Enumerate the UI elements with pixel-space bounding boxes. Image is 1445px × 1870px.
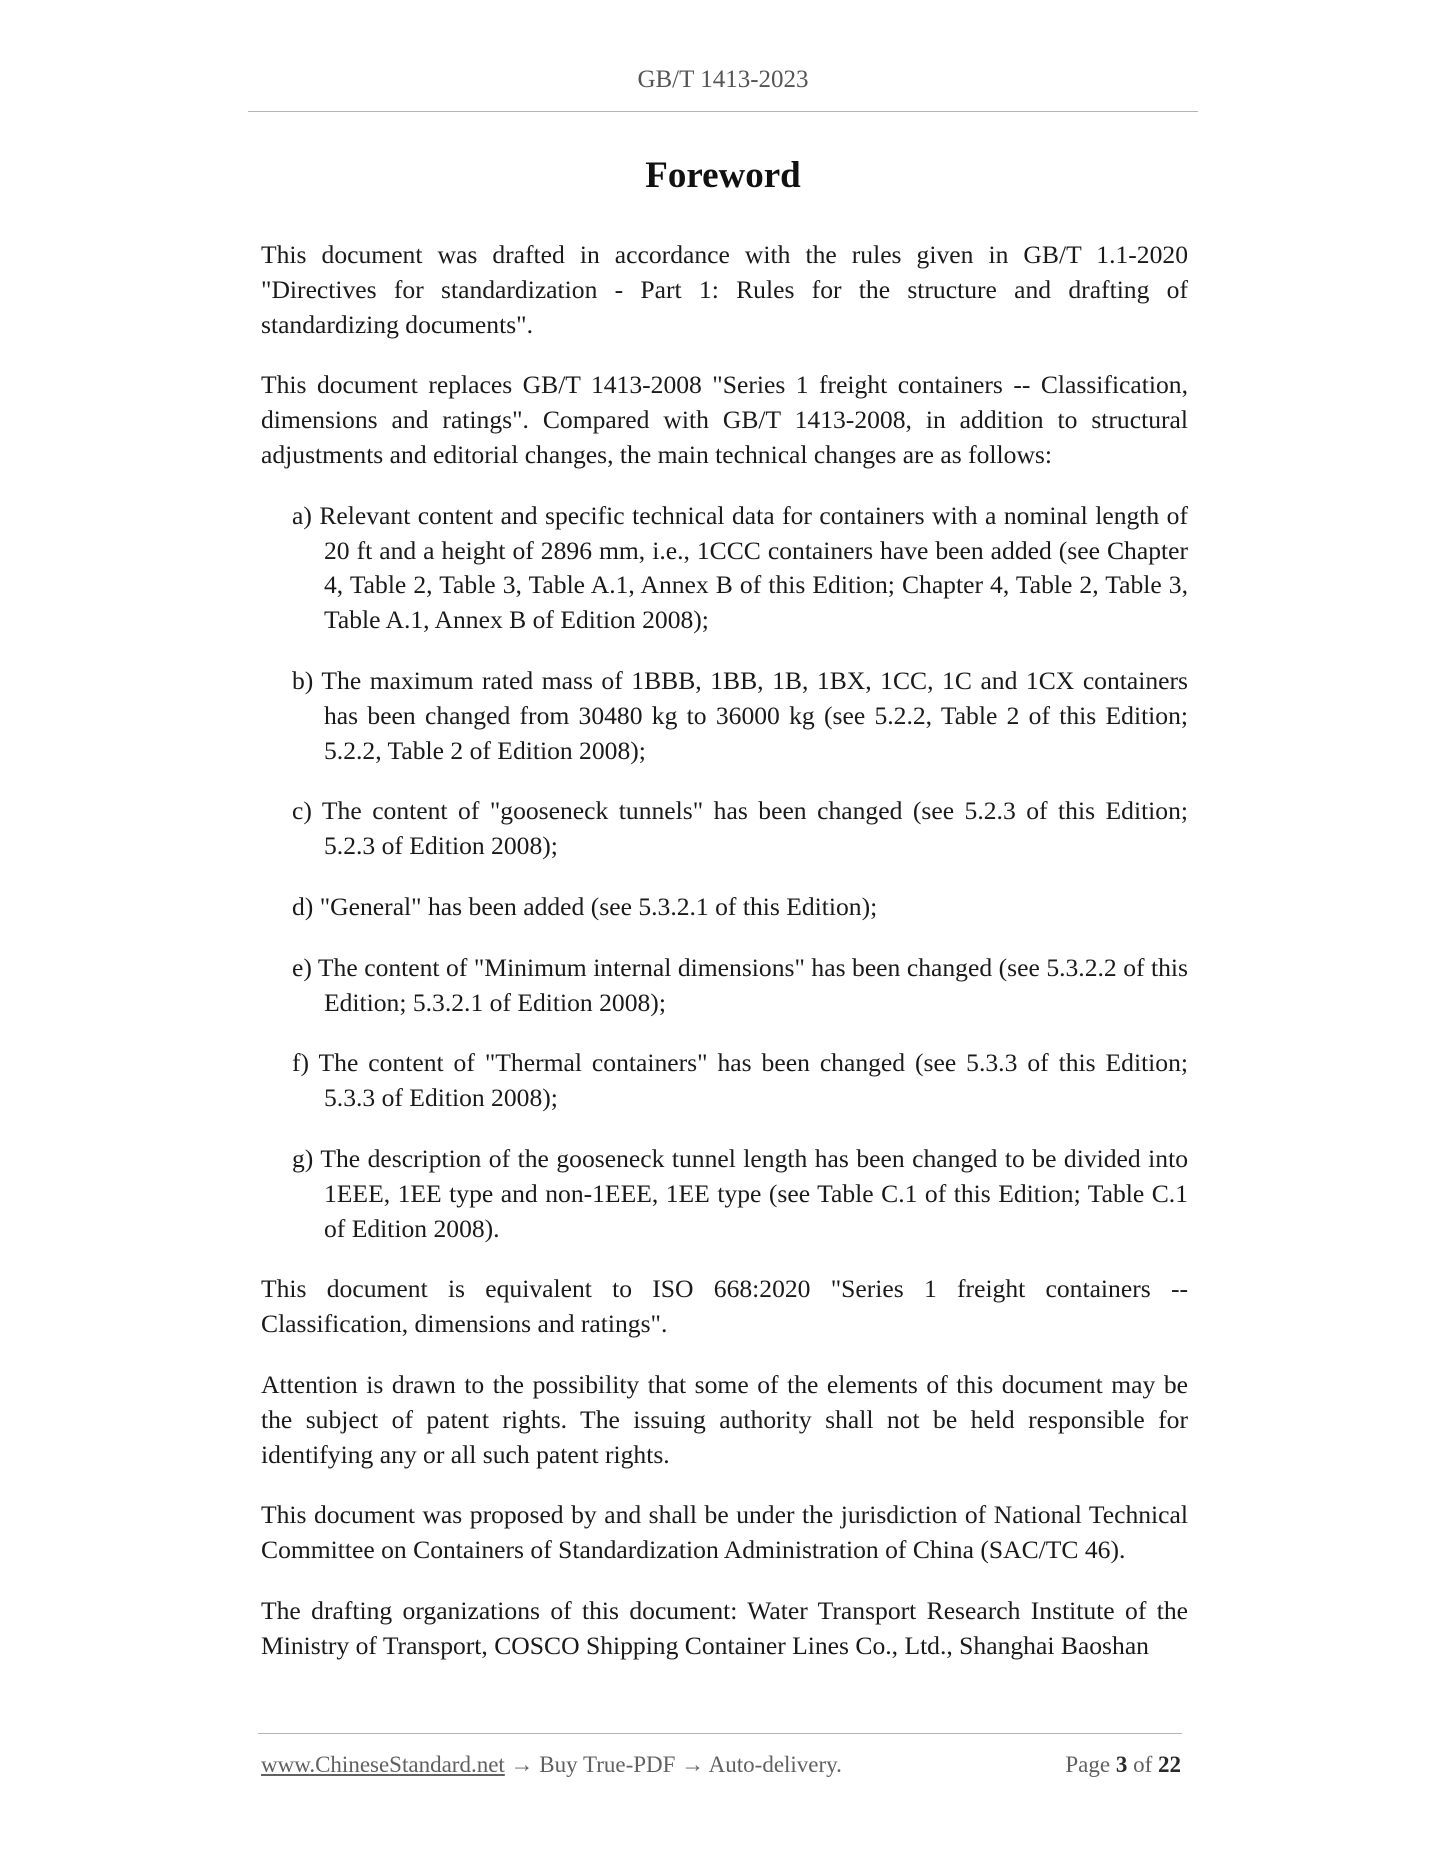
page-header: GB/T 1413-2023 <box>637 66 809 93</box>
footer-promo <box>261 1752 842 1778</box>
change-item-b: b) The maximum rated mass of 1BBB, 1BB, 1B, 1BX, 1CC, 1C and 1CX containers has been changed from 30480 kg to 36000 kg (see 5.2.2, Table 2 of this Edition; 5.2.2, Table 2 of Edition 2008); <box>292 665 1188 765</box>
page-title: Foreword <box>645 155 801 196</box>
change-item-a: a) Relevant content and specific technical data for containers with a nominal length of 20 ft and a height of 2896 mm, i.e., 1CCC containers have been added (see Chapter 4, Table 2, Table 3, Table A.1, Annex B of this Edition; Chapter 4, Table 2, Table 3, Table A.1, Annex B of Edition 2008); <box>292 500 1188 635</box>
change-item-f: f) The content of "Thermal containers" has been changed (see 5.3.3 of this Edition; 5.3.3 of Edition 2008); <box>292 1048 1188 1113</box>
paragraph-equivalence: This document is equivalent to ISO 668:2020 "Series 1 freight containers -- Classification, dimensions and ratings". <box>261 1274 1188 1339</box>
paragraph-drafting-rules: This document was drafted in accordance with the rules given in GB/T 1.1-2020 "Directives for standardization - Part 1: Rules for the structure and drafting of standardizing documents". <box>261 240 1188 339</box>
page-label: Page <box>1065 1752 1111 1777</box>
document-body <box>261 238 1188 1690</box>
paragraph-patent-notice: Attention is drawn to the possibility that some of the elements of this document may be the subject of patent rights. The issuing authority shall not be held responsible for identifying any or all such patent rights. <box>261 1369 1188 1469</box>
change-item-c: c) The content of "gooseneck tunnels" has been changed (see 5.2.3 of this Edition; 5.2.3 of Edition 2008); <box>292 796 1188 861</box>
paragraph-drafting-organizations: The drafting organizations of this document: Water Transport Research Institute of the Ministry of Transport, COSCO Shipping Container Lines Co., Ltd., Shanghai Baoshan <box>261 1595 1188 1660</box>
website-link[interactable]: www.ChineseStandard.net <box>261 1752 505 1777</box>
page-counter <box>1065 1752 1181 1778</box>
of-label: of <box>1133 1752 1153 1777</box>
footer-tagline: → Buy True-PDF → Auto-delivery. <box>504 1752 842 1777</box>
current-page-number: 3 <box>1115 1752 1128 1777</box>
header-divider <box>248 111 1198 112</box>
total-pages: 22 <box>1158 1752 1181 1777</box>
change-item-g: g) The description of the gooseneck tunnel length has been changed to be divided into 1EEE, 1EE type and non-1EEE, 1EE type (see Table C.1 of this Edition; Table C.1 of Edition 2008). <box>292 1143 1188 1243</box>
change-item-e: e) The content of "Minimum internal dimensions" has been changed (see 5.3.2.2 of this Edition; 5.3.2.1 of Edition 2008); <box>292 952 1188 1017</box>
change-item-d: d) "General" has been added (see 5.3.2.1 of this Edition); <box>292 891 878 921</box>
footer-divider <box>258 1733 1182 1734</box>
paragraph-jurisdiction: This document was proposed by and shall be under the jurisdiction of National Technical Committee on Containers of Standardization Administration of China (SAC/TC 46). <box>261 1500 1188 1565</box>
paragraph-replaces: This document replaces GB/T 1413-2008 "Series 1 freight containers -- Classification, dimensions and ratings". Compared with GB/T 1413-2008, in addition to structural adjustments and editorial changes, the main technical changes are as follows: <box>261 370 1188 469</box>
